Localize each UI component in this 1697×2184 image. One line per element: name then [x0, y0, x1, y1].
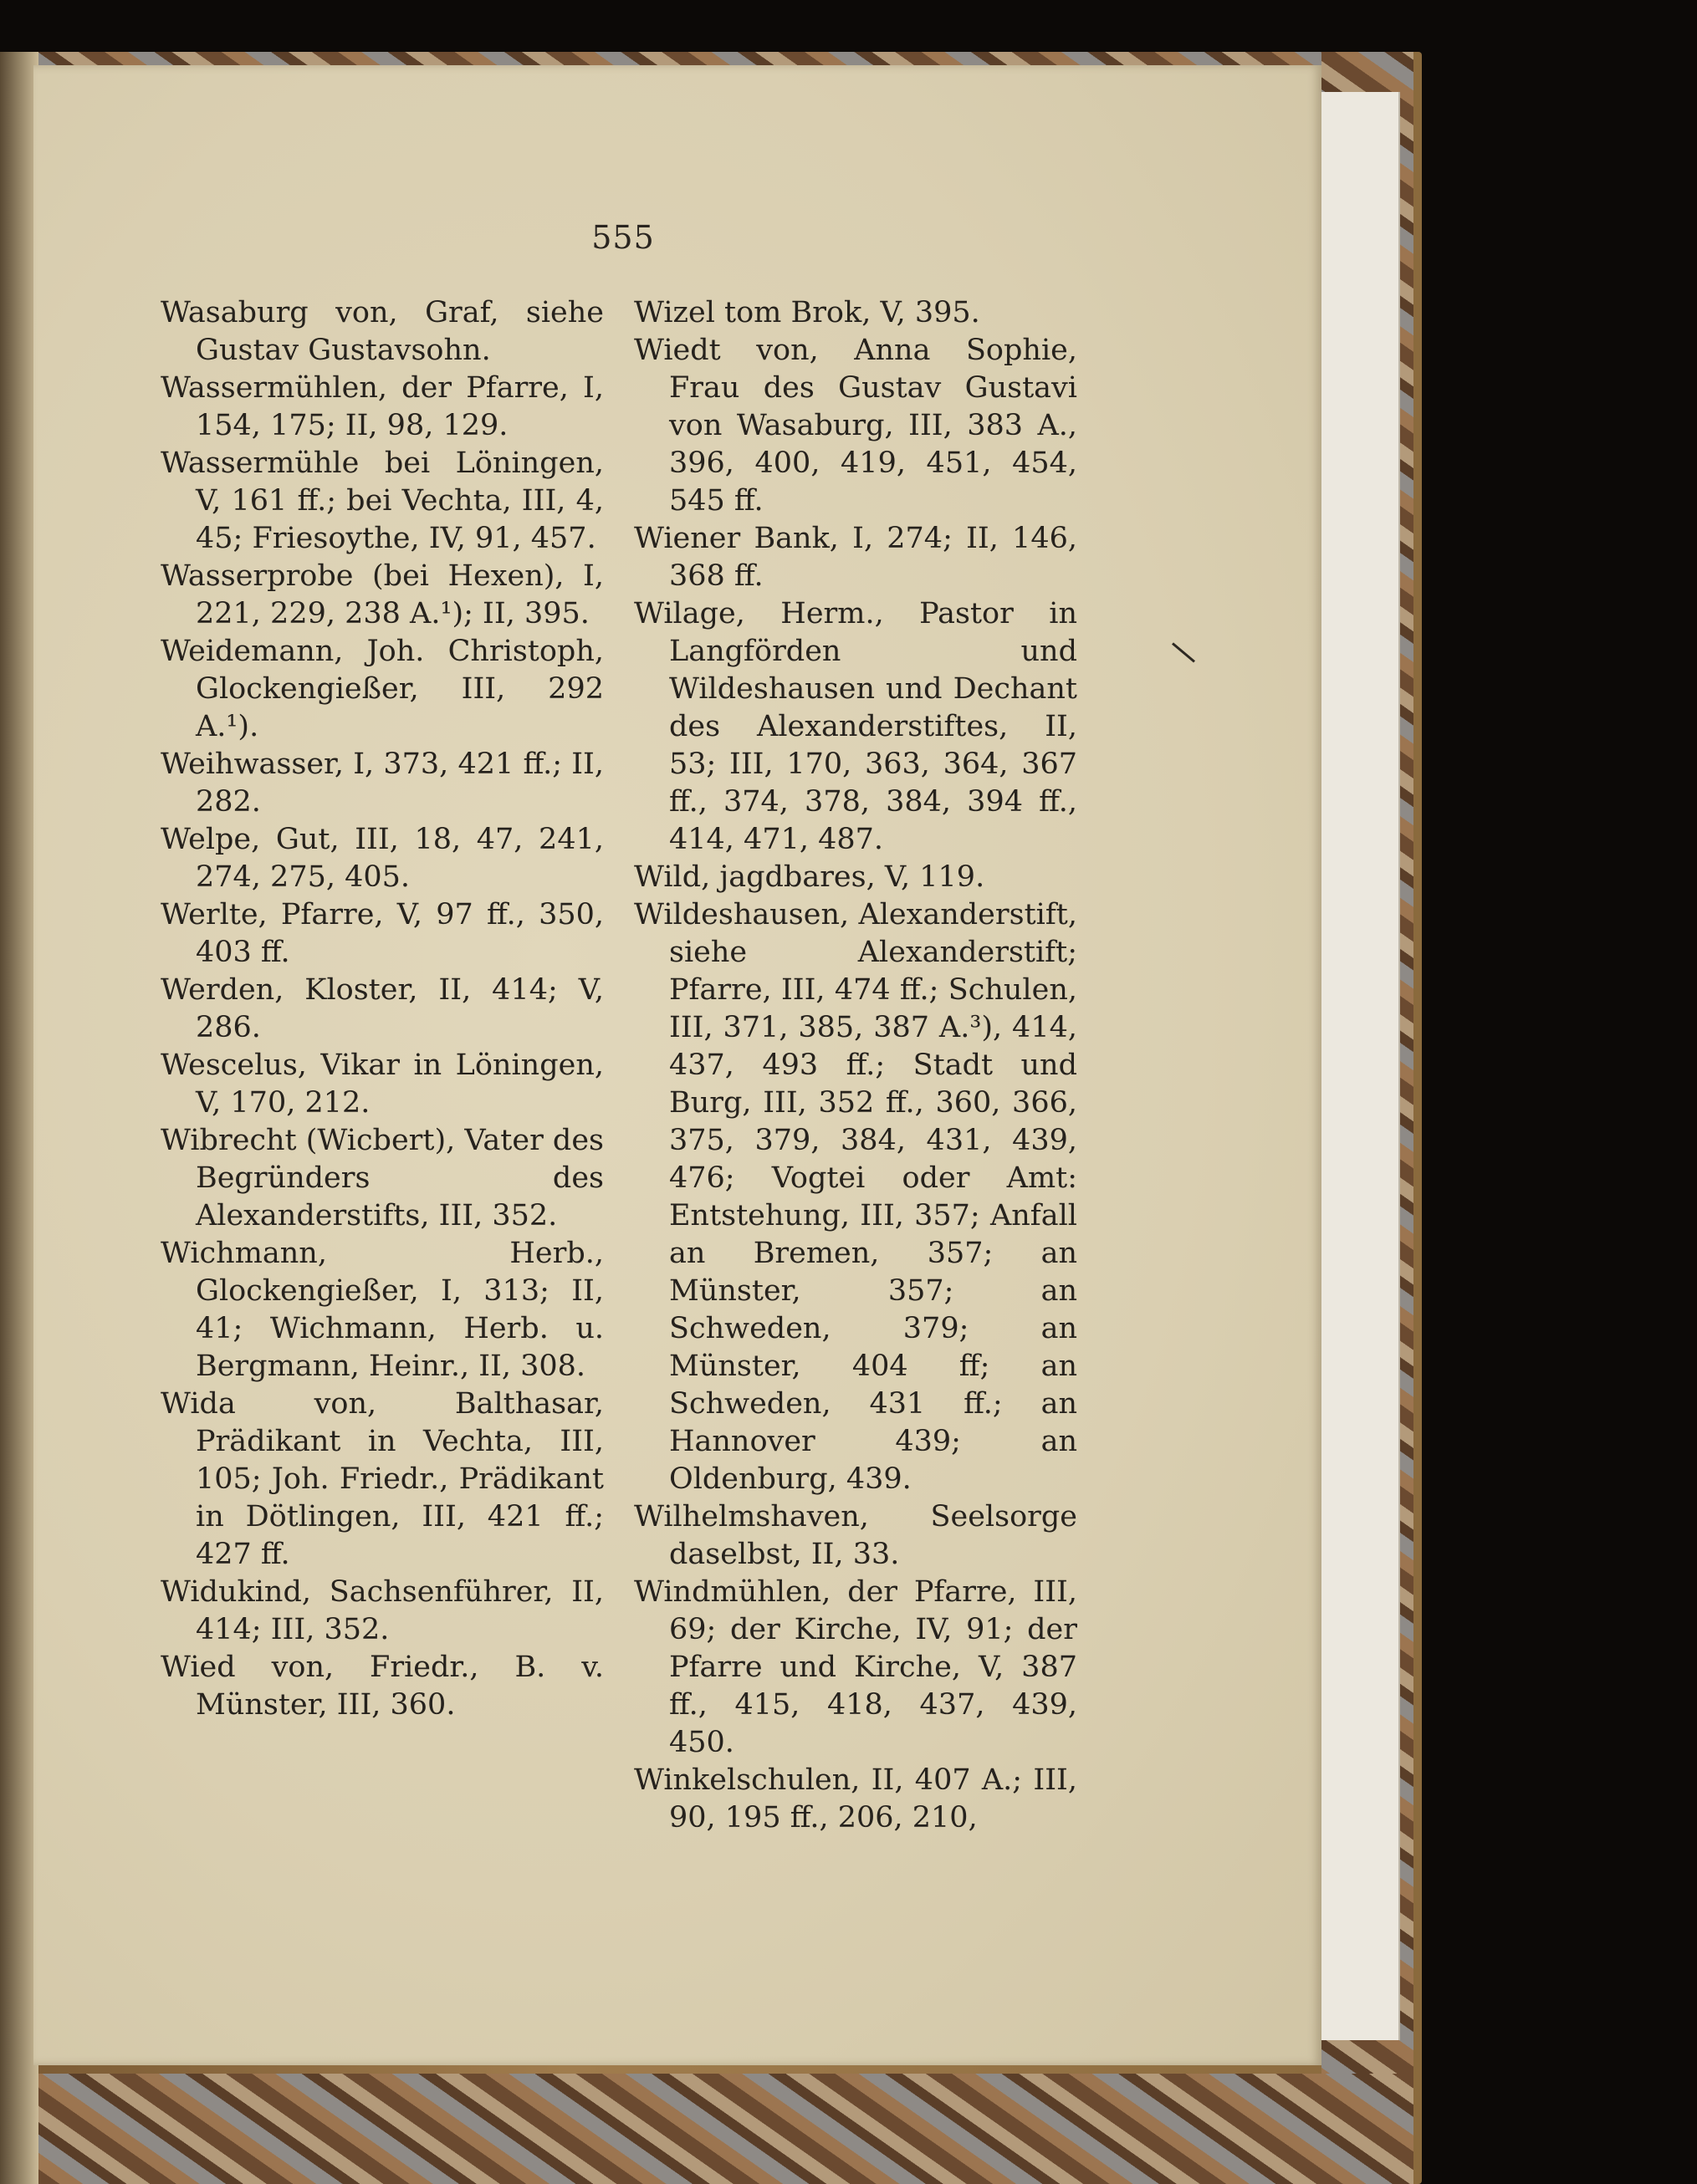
index-entry: Wied von, Friedr., B. v. Münster, III, 360.	[161, 1651, 604, 1722]
index-entry: Werlte, Pfarre, V, 97 ff., 350, 403 ff.	[161, 898, 604, 969]
index-entry: Weidemann, Joh. Christoph, Glockengießer, III, 292 A.¹).	[161, 635, 604, 743]
index-entry: Wilage, Herm., Pastor in Langförden und Wildeshausen und Dechant des Alexanderstiftes, II, 53; III, 170, 363, 364, 367 ff., 374, 378, 384, 394 ff., 414, 471, 487.	[634, 597, 1077, 856]
index-entry: Wasaburg von, Graf, siehe Gustav Gustavsohn.	[161, 296, 604, 367]
index-entry: Wichmann, Herb., Glockengießer, I, 313; II, 41; Wichmann, Herb. u. Bergmann, Heinr., II, 308.	[161, 1237, 604, 1383]
index-entry: Wibrecht (Wicbert), Vater des Begründers des Alexanderstifts, III, 352.	[161, 1124, 605, 1232]
index-column-left	[161, 294, 604, 1724]
index-entry: Widukind, Sachsenführer, II, 414; III, 352.	[161, 1575, 604, 1646]
index-entry: Weihwasser, I, 373, 421 ff.; II, 282.	[161, 748, 604, 819]
index-entry: Wida von, Balthasar, Prädikant in Vechta, III, 105; Joh. Friedr., Prädikant in Dötlingen, III, 421 ff.; 427 ff.	[161, 1387, 604, 1571]
index-entry: Wassermühle bei Löningen, V, 161 ff.; bei Vechta, III, 4, 45; Friesoythe, IV, 91, 457.	[161, 446, 604, 555]
index-entry: Wizel tom Brok, V, 395.	[634, 296, 980, 329]
index-entry: Welpe, Gut, III, 18, 47, 241, 274, 275, 405.	[161, 823, 604, 894]
index-entry: Windmühlen, der Pfarre, III, 69; der Kirche, IV, 91; der Pfarre und Kirche, V, 387 ff., 415, 418, 437, 439, 450.	[634, 1575, 1077, 1759]
index-column-right	[634, 294, 1077, 1837]
index-entry: Wild, jagdbares, V, 119.	[634, 860, 985, 894]
index-entry: Werden, Kloster, II, 414; V, 286.	[161, 973, 604, 1044]
index-entry: Wildeshausen, Alexanderstift, siehe Alexanderstift; Pfarre, III, 474 ff.; Schulen, III, 371, 385, 387 A.³), 414, 437, 493 ff.; Stadt und Burg, III, 352 ff., 360, 366, 375, 379, 384, 431, 439, 476; Vogtei oder Amt: Entstehung, III, 357; Anfall an Bremen, 357; an Münster, 357; an Schweden, 379; an Münster, 404 ff; an Schweden, 431 ff.; an Hannover 439; an Oldenburg, 439.	[634, 898, 1077, 1496]
index-entry: Wasserprobe (bei Hexen), I, 221, 229, 238 A.¹); II, 395.	[161, 559, 604, 630]
index-entry: Wiedt von, Anna Sophie, Frau des Gustav Gustavi von Wasaburg, III, 383 A., 396, 400, 419, 451, 454, 545 ff.	[634, 334, 1077, 518]
page-number: 555	[591, 219, 655, 256]
marbled-edge-bottom	[33, 2074, 1413, 2184]
index-entry: Wilhelmshaven, Seelsorge daselbst, II, 33.	[634, 1500, 1077, 1571]
stray-pencil-mark	[1172, 642, 1195, 662]
index-entry: Wassermühlen, der Pfarre, I, 154, 175; II, 98, 129.	[161, 371, 604, 442]
index-entry: Wiener Bank, I, 274; II, 146, 368 ff.	[634, 522, 1077, 593]
index-entry: Wescelus, Vikar in Löningen, V, 170, 212.	[161, 1049, 604, 1120]
index-entry: Winkelschulen, II, 407 A.; III, 90, 195 ff., 206, 210,	[634, 1763, 1077, 1834]
